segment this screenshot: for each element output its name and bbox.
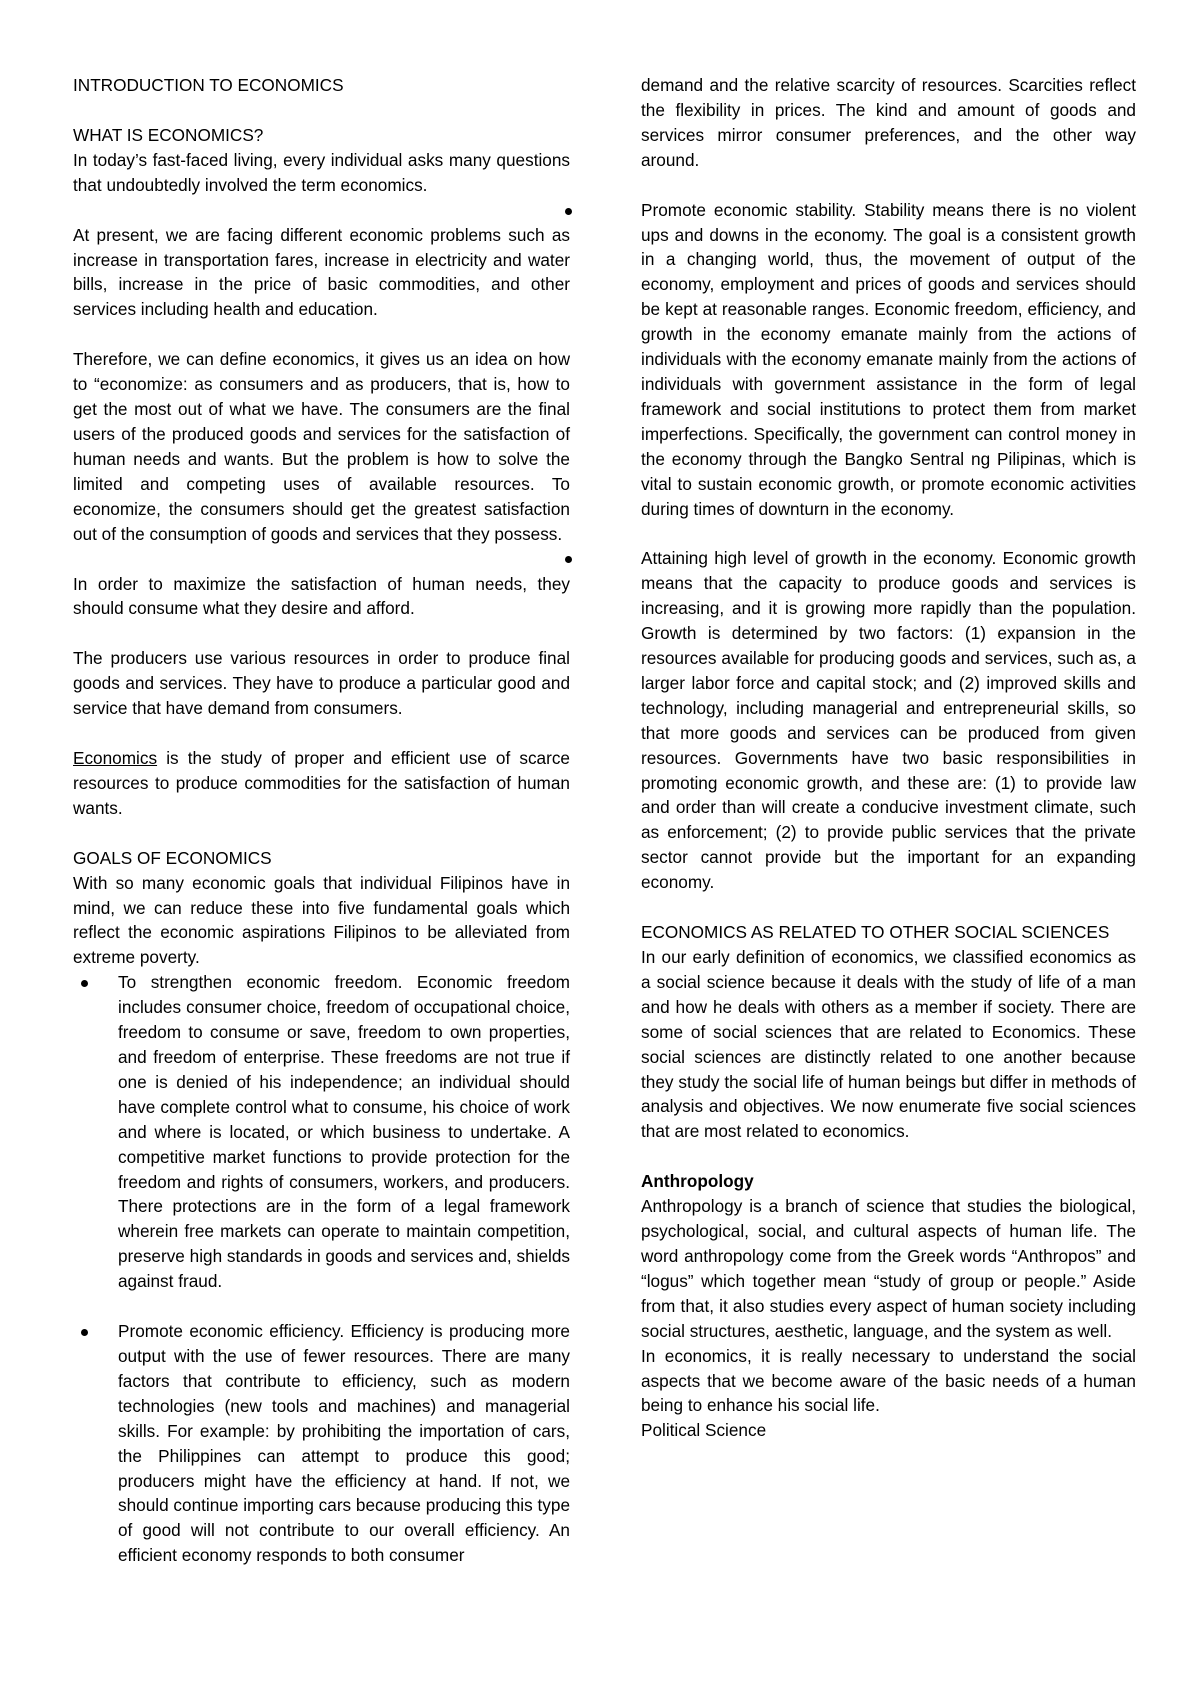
definition-text: is the study of proper and efficient use of scarce resources to produce commodities for the satisfaction of human wants. <box>73 748 570 818</box>
list-item-text: Promote economic stability. Stability means there is no violent ups and downs in the economy. The goal is a consistent growth in a changing world, thus, the movement of output of the economy, employment and prices of goods and services should be kept at reasonable ranges. Economic freedom, efficiency, and growth in the economy emanate mainly from the actions of individuals with the economy emanate mainly from the actions of individuals with government assistance in the form of legal framework and social institutions to protect them from market imperfections. Specifically, the government can control money in the economy through the Bangko Sentral ng Pilipinas, which is vital to sustain economic growth, or promote economic activities during times of downturn in the economy. <box>641 199 1136 519</box>
list-item <box>73 1319 570 1568</box>
subheading-anthropology: Anthropology <box>641 1171 754 1192</box>
right-column <box>641 73 1136 1443</box>
paragraph: In economics, it is really necessary to understand the social aspects that we become aware of the basic needs of a human being to enhance his social life. <box>641 1345 1136 1416</box>
section-heading-social-sciences: ECONOMICS AS RELATED TO OTHER SOCIAL SCIENCES <box>641 922 1110 943</box>
list-item <box>596 198 1136 522</box>
section-heading-what-is-economics: WHAT IS ECONOMICS? <box>73 124 264 145</box>
goals-list <box>641 546 1136 895</box>
goals-list <box>73 970 570 1294</box>
paragraph: In today’s fast-faced living, every individual asks many questions that undoubtedly involved the term economics. <box>73 149 570 195</box>
list-item-continuation: demand and the relative scarcity of resources. Scarcities reflect the flexibility in prices. The kind and amount of goods and services mirror consumer preferences, and the other way around. <box>641 75 1136 170</box>
goals-list <box>73 1319 570 1568</box>
subheading-political-science: Political Science <box>641 1420 767 1441</box>
list-item <box>73 970 570 1294</box>
bullet-icon <box>565 208 572 215</box>
paragraph: At present, we are facing different economic problems such as increase in transportation fares, increase in electricity and water bills, increase in the price of basic commodities, and other services including health and education. <box>73 224 570 320</box>
list-item <box>596 546 1136 895</box>
definition-paragraph <box>73 746 570 821</box>
paragraph: In our early definition of economics, we classified economics as a social science because it deals with the study of life of a man and how he deals with others as a member if society. There are some of social sciences that are related to Economics. These social sciences are distinctly related to one another because they study the social life of human beings but differ in methods of analysis and objectives. We now enumerate five social sciences that are most related to economics. <box>641 947 1136 1142</box>
document-title: INTRODUCTION TO ECONOMICS <box>73 75 344 95</box>
paragraph: Therefore, we can define economics, it gives us an idea on how to “economize: as consumers and as producers, that is, how to get the most out of what we have. The consumers are the final users of the produced goods and services for the satisfaction of human needs and wants. But the problem is how to solve the limited and competing uses of available resources. To economize, the consumers should get the greatest satisfaction out of the consumption of goods and services that they possess. <box>73 349 570 544</box>
list-item-text: Attaining high level of growth in the economy. Economic growth means that the capacity to produce goods and services is increasing, and it is growing more rapidly than the population. Growth is determined by two factors: (1) expansion in the resources available for producing goods and services, such as, a larger labor force and capital stock; and (2) improved skills and technology, including managerial and entrepreneurial skills, so that more goods and services can be produced from given resources. Governments have two basic responsibilities in promoting economic growth, and these are: (1) to provide law and order than will create a conducive investment climate, such as enforcement; (2) to provide public services that the private sector cannot provide but the important for an expanding economy. <box>641 548 1136 893</box>
list-item-text: To strengthen economic freedom. Economic freedom includes consumer choice, freedom of occupational choice, freedom to consume or save, freedom to own properties, and freedom of enterprise. These freedoms are not true if one is denied of his independence; an individual should have complete control what to consume, his choice of work and where is located, or which business to undertake. A competitive market functions to provide protection for the freedom and rights of consumers, workers, and producers. There protections are in the form of a legal framework wherein free markets can operate to maintain competition, preserve high standards in goods and services and, shields against fraud. <box>118 972 570 1292</box>
section-heading-goals: GOALS OF ECONOMICS <box>73 847 272 868</box>
list-item-text: Promote economic efficiency. Efficiency is producing more output with the use of fewer resources. There are many factors that contribute to efficiency, such as modern technologies (new tools and machines) and managerial skills. For example: by prohibiting the importation of cars, the Philippines can attempt to produce this good; producers might have the efficiency at hand. If not, we should continue importing cars because producing this type of good will not contribute to our overall efficiency. An efficient economy responds to both consumer <box>118 1321 570 1566</box>
bullet-icon <box>565 556 572 563</box>
paragraph: With so many economic goals that individual Filipinos have in mind, we can reduce these into five fundamental goals which reflect the economic aspirations Filipinos to be alleviated from extreme poverty. <box>73 872 570 968</box>
defined-term: Economics <box>73 748 158 769</box>
left-column <box>73 73 570 1568</box>
paragraph: Anthropology is a branch of science that studies the biological, psychological, social, and cultural aspects of human life. The word anthropology come from the Greek words “Anthropos” and “logus” which together mean “study of group or people.” Aside from that, it also studies every aspect of human society including social structures, aesthetic, language, and the system as well. <box>641 1196 1136 1341</box>
goals-list <box>641 198 1136 522</box>
paragraph: The producers use various resources in order to produce final goods and services. They have to produce a particular good and service that have demand from consumers. <box>73 648 570 719</box>
bullet-icon <box>81 1329 88 1336</box>
bullet-icon <box>81 980 88 987</box>
paragraph: In order to maximize the satisfaction of human needs, they should consume what they desire and afford. <box>73 573 570 619</box>
